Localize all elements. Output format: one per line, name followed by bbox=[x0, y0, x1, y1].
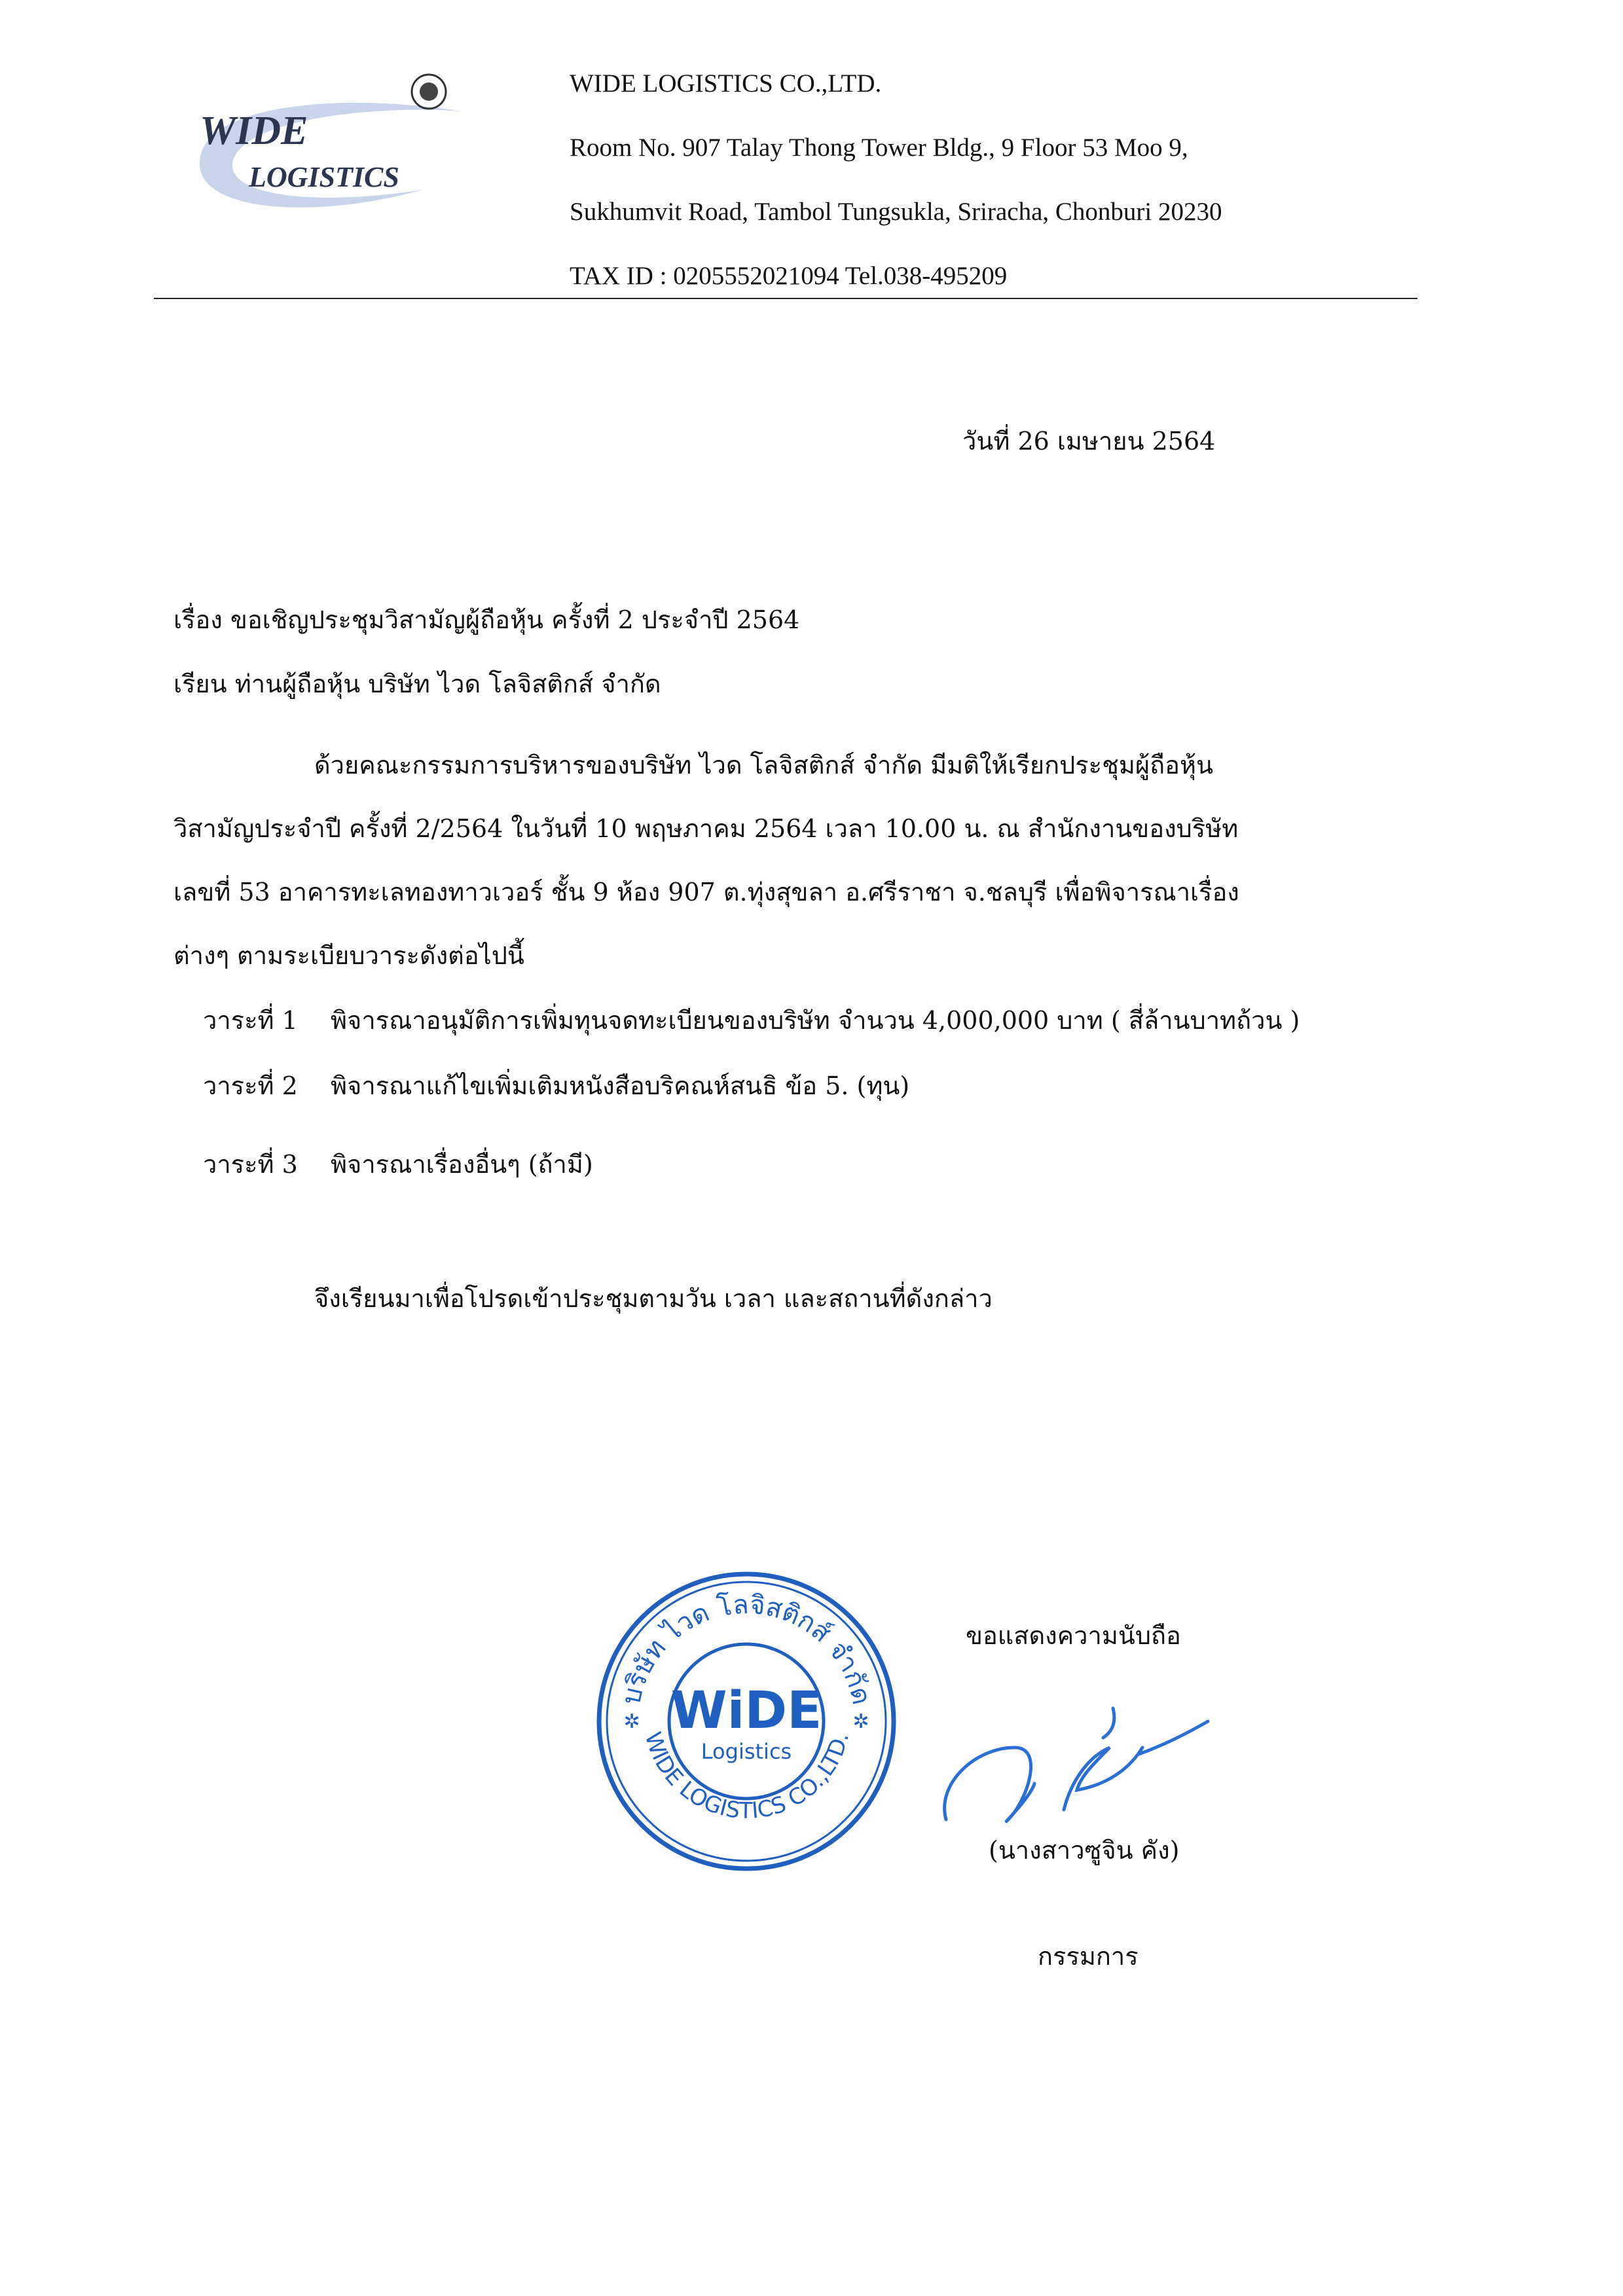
tax-line: TAX ID : 0205552021094 Tel.038-495209 bbox=[570, 262, 1008, 290]
agenda-text: พิจารณาแก้ไขเพิ่มเติมหนังสือบริคณห์สนธิ ข้อ 5. (ทุน) bbox=[331, 1071, 910, 1100]
respect-line: ขอแสดงความนับถือ bbox=[966, 1621, 1181, 1650]
agenda-number: วาระที่ 2 bbox=[203, 1071, 298, 1100]
address-line-2: Sukhumvit Road, Tambol Tungsukla, Sriracha, Chonburi 20230 bbox=[570, 198, 1222, 226]
body-line: ด้วยคณะกรรมการบริหารของบริษัท ไวด โลจิสติกส์ จำกัด มีมติให้เรียกประชุมผู้ถือหุ้น bbox=[314, 751, 1214, 780]
signer-name: (นางสาวซูจิน คัง) bbox=[989, 1836, 1180, 1865]
agenda-number: วาระที่ 1 bbox=[203, 1006, 298, 1035]
svg-text:WIDE LOGISTICS CO.,LTD.: WIDE LOGISTICS CO.,LTD. bbox=[639, 1729, 854, 1825]
address-line-1: Room No. 907 Talay Thong Tower Bldg., 9 Floor 53 Moo 9, bbox=[570, 134, 1188, 162]
signer-title: กรรมการ bbox=[1038, 1942, 1139, 1971]
agenda-item bbox=[203, 1073, 909, 1098]
letterhead-text bbox=[570, 69, 1222, 325]
closing-line: จึงเรียนมาเพื่อโปรดเข้าประชุมตามวัน เวลา และสถานที่ดังกล่าว bbox=[314, 1284, 993, 1313]
agenda-item bbox=[203, 1008, 1300, 1033]
letterhead-divider bbox=[154, 298, 1417, 299]
agenda-item bbox=[203, 1152, 593, 1177]
agenda-text: พิจารณาอนุมัติการเพิ่มทุนจดทะเบียนของบริษัท จำนวน 4,000,000 บาท ( สี่ล้านบาทถ้วน ) bbox=[331, 1006, 1300, 1035]
company-logo bbox=[187, 65, 494, 236]
svg-text:WiDE: WiDE bbox=[670, 1681, 822, 1740]
agenda-number: วาระที่ 3 bbox=[203, 1150, 298, 1179]
svg-text:✲: ✲ bbox=[852, 1710, 869, 1733]
body-line: เลขที่ 53 อาคารทะเลทองทาวเวอร์ ชั้น 9 ห้อง 907 ต.ทุ่งสุขลา อ.ศรีราชา จ.ชลบุรี เพื่อพิจารณาเรื่อง bbox=[173, 878, 1239, 906]
svg-text:LOGISTICS: LOGISTICS bbox=[249, 161, 399, 193]
subject-line: เรื่อง ขอเชิญประชุมวิสามัญผู้ถือหุ้น ครั้งที่ 2 ประจำปี 2564 bbox=[173, 605, 800, 634]
body-line: ต่างๆ ตามระเบียบวาระดังต่อไปนี้ bbox=[173, 941, 524, 970]
letter-date: วันที่ 26 เมษายน 2564 bbox=[962, 427, 1216, 456]
body-paragraph bbox=[173, 753, 1417, 1007]
svg-text:บริษัท ไวด โลจิสติกส์ จำกัด: บริษัท ไวด โลจิสติกส์ จำกัด bbox=[616, 1589, 877, 1708]
body-line: วิสามัญประจำปี ครั้งที่ 2/2564 ในวันที่ 10 พฤษภาคม 2564 เวลา 10.00 น. ณ สำนักงานของบริษัท bbox=[173, 814, 1239, 843]
svg-text:Logistics: Logistics bbox=[701, 1739, 792, 1764]
recipient-line: เรียน ท่านผู้ถือหุ้น บริษัท ไวด โลจิสติกส์ จำกัด bbox=[173, 670, 661, 698]
company-seal bbox=[593, 1568, 900, 1875]
svg-text:✲: ✲ bbox=[623, 1710, 640, 1733]
svg-text:WIDE: WIDE bbox=[200, 109, 308, 153]
company-name: WIDE LOGISTICS CO.,LTD. bbox=[570, 69, 882, 98]
agenda-text: พิจารณาเรื่องอื่นๆ (ถ้ามี) bbox=[331, 1150, 593, 1179]
handwritten-signature bbox=[917, 1685, 1231, 1836]
